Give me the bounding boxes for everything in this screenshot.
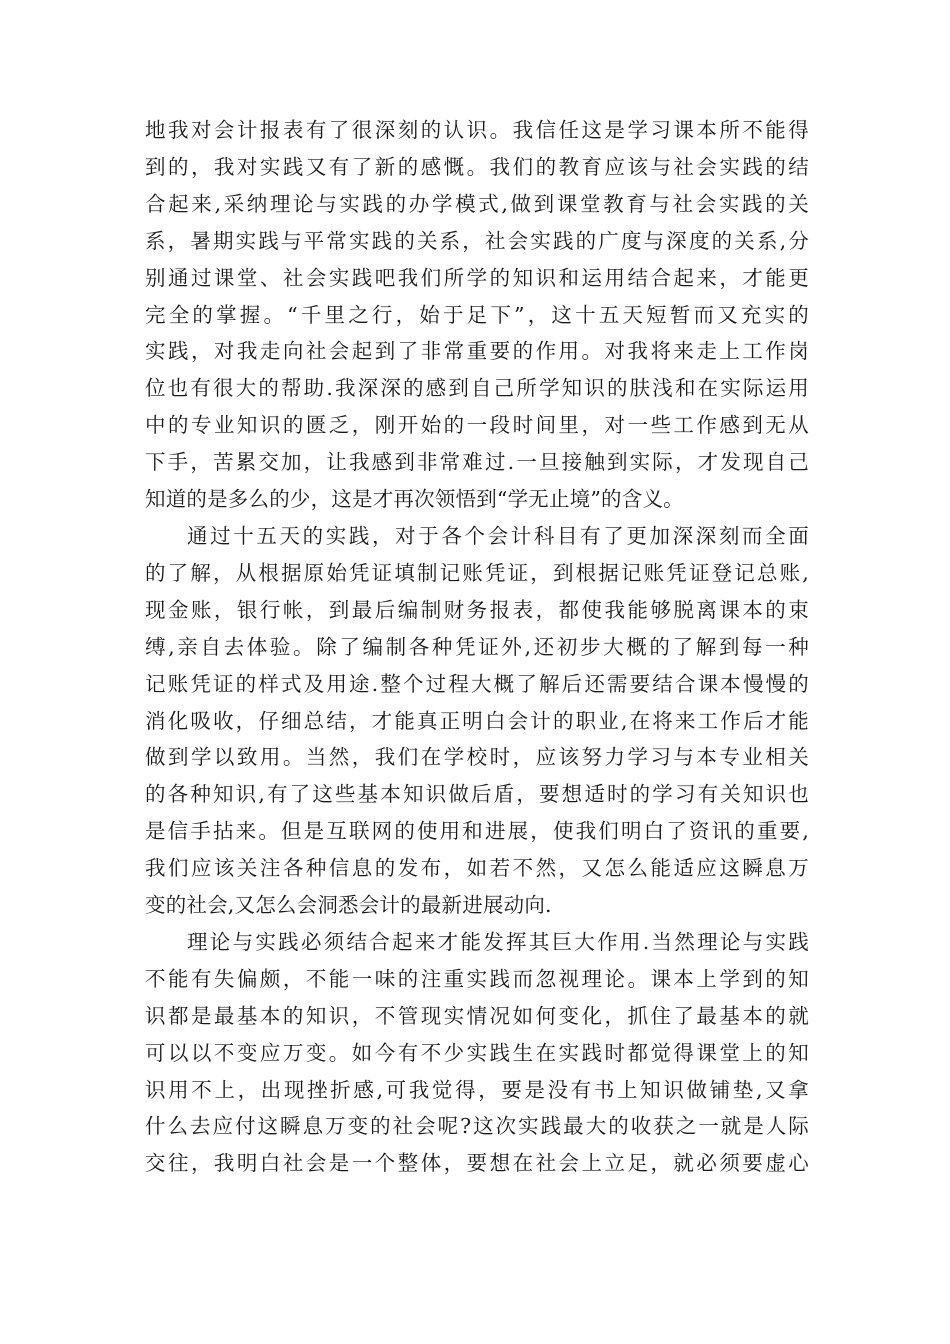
text-line: 系，暑期实践与平常实践的关系，社会实践的广度与深度的关系,分 xyxy=(145,228,809,253)
text-line: 消化吸收，仔细总结，才能真正明白会计的职业,在将来工作后才能 xyxy=(145,708,809,733)
document-body xyxy=(145,112,809,1182)
text-line: 的了解，从根据原始凭证填制记账凭证，到根据记账凭证登记总账, xyxy=(145,560,809,585)
text-line: 可以以不变应万变。如今有不少实践生在实践时都觉得课堂上的知 xyxy=(145,1040,809,1065)
text-line: 地我对会计报表有了很深刻的认识。我信任这是学习课本所不能得 xyxy=(145,118,809,142)
text-line: 记账凭证的样式及用途.整个过程大概了解后还需要结合课本慢慢的 xyxy=(145,671,809,696)
text-line: 我们应该关注各种信息的发布，如若不然，又怎么能适应这瞬息万 xyxy=(145,856,809,881)
text-line: 合起来,采纳理论与实践的办学模式,做到课堂教育与社会实践的关 xyxy=(145,191,809,216)
text-line: 中的专业知识的匮乏，刚开始的一段时间里，对一些工作感到无从 xyxy=(145,413,809,438)
text-line: 交往，我明白社会是一个整体，要想在社会上立足，就必须要虚心 xyxy=(145,1151,809,1176)
text-line: 位也有很大的帮助.我深深的感到自己所学知识的肤浅和在实际运用 xyxy=(145,376,809,401)
text-line: 现金账，银行帐，到最后编制财务报表，都使我能够脱离课本的束 xyxy=(145,597,809,622)
text-line: 别通过课堂、社会实践吧我们所学的知识和运用结合起来，才能更 xyxy=(145,265,809,290)
text-line: 缚,亲自去体验。除了编制各种凭证外,还初步大概的了解到每一种 xyxy=(145,634,809,659)
text-line: 什么去应付这瞬息万变的社会呢?这次实践最大的收获之一就是人际 xyxy=(145,1114,809,1139)
text-line: 不能有失偏颇，不能一味的注重实践而忽视理论。课本上学到的知 xyxy=(145,966,809,991)
text-line: 实践，对我走向社会起到了非常重要的作用。对我将来走上工作岗 xyxy=(145,339,809,364)
text-line: 识用不上，出现挫折感,可我觉得，要是没有书上知识做铺垫,又拿 xyxy=(145,1077,809,1102)
text-line: 是信手拈来。但是互联网的使用和进展，使我们明白了资讯的重要, xyxy=(145,819,809,844)
text-line: 知道的是多么的少，这是才再次领悟到“学无止境”的含义。 xyxy=(145,487,684,512)
paragraph-1 xyxy=(145,112,809,518)
text-line: 理论与实践必须结合起来才能发挥其巨大作用.当然理论与实践 xyxy=(187,929,809,954)
text-line: 下手，苦累交加，让我感到非常难过.一旦接触到实际，才发现自己 xyxy=(145,450,809,475)
paragraph-2 xyxy=(145,518,809,924)
text-line: 的各种知识,有了这些基本知识做后盾，要想适时的学习有关知识也 xyxy=(145,782,809,807)
text-line: 完全的掌握。“千里之行，始于足下”，这十五天短暂而又充实的 xyxy=(145,302,809,327)
paragraph-3 xyxy=(145,924,809,1182)
text-line: 变的社会,又怎么会洞悉会计的最新进展动向. xyxy=(145,893,552,918)
text-line: 通过十五天的实践，对于各个会计科目有了更加深深刻而全面 xyxy=(187,523,809,548)
text-line: 识都是最基本的知识，不管现实情况如何变化，抓住了最基本的就 xyxy=(145,1003,809,1028)
text-line: 做到学以致用。当然，我们在学校时，应该努力学习与本专业相关 xyxy=(145,745,809,770)
text-line: 到的，我对实践又有了新的感慨。我们的教育应该与社会实践的结 xyxy=(145,154,809,179)
